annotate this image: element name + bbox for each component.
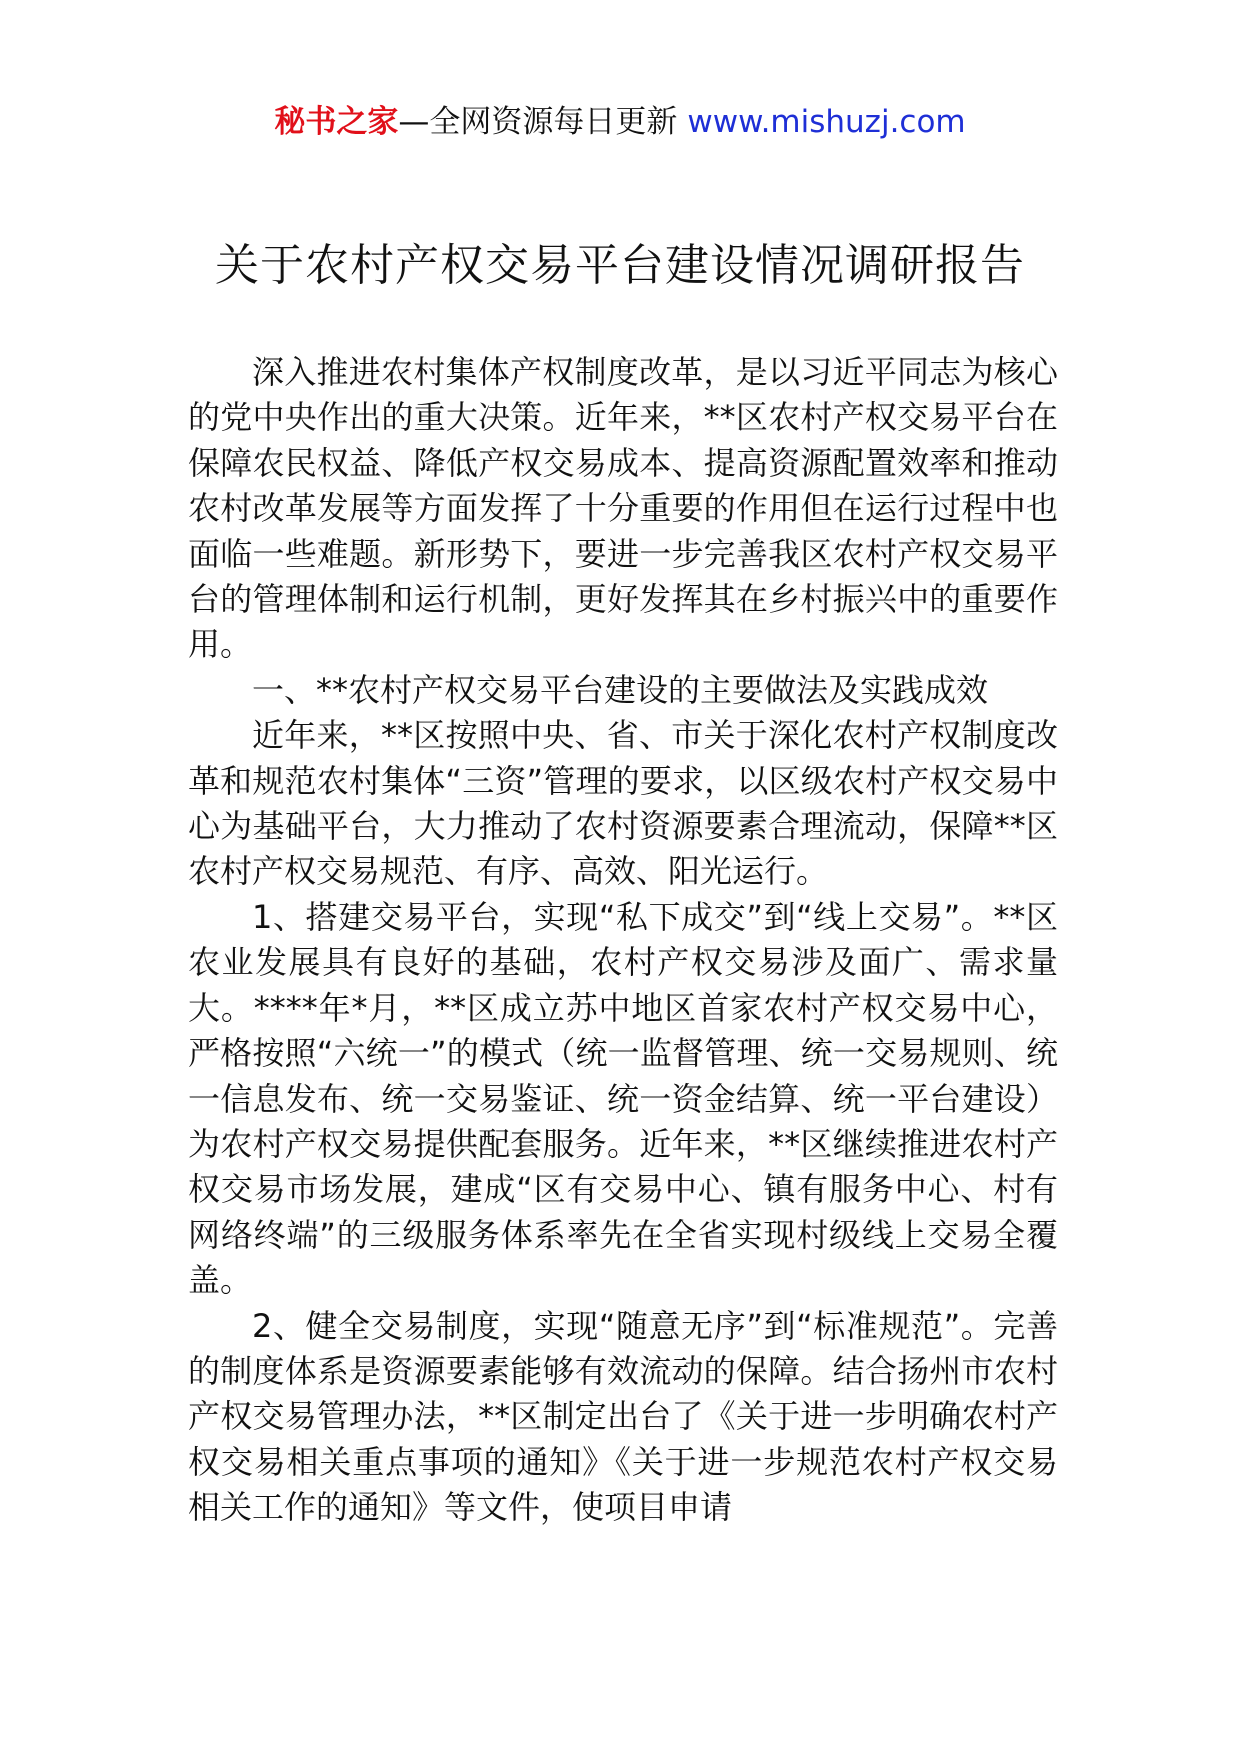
- body-paragraph: 近年来，**区按照中央、省、市关于深化农村产权制度改革和规范农村集体“三资”管理的要求，以区级农村产权交易中心为基础平台，大力推动了农村资源要素合理流动，保障**区农村产权交易规范、有序、高效、阳光运行。: [188, 716, 1058, 891]
- document-title: 关于农村产权交易平台建设情况调研报告: [215, 240, 1025, 291]
- page-header: [0, 100, 1240, 144]
- body-paragraph: 2、健全交易制度，实现“随意无序”到“标准规范”。完善的制度体系是资源要素能够有效流动的保障。结合扬州市农村产权交易管理办法，**区制定出台了《关于进一步明确农村产权交易相关重点事项的通知》《关于进一步规范农村产权交易相关工作的通知》等文件，使项目申请: [188, 1306, 1058, 1527]
- section-heading: 一、**农村产权交易平台建设的主要做法及实践成效: [252, 670, 989, 709]
- body-paragraph: 1、搭建交易平台，实现“私下成交”到“线上交易”。**区农业发展具有良好的基础，农村产权交易涉及面广、需求量大。****年*月，**区成立苏中地区首家农村产权交易中心，严格按照“六统一”的模式（统一监督管理、统一交易规则、统一信息发布、统一交易鉴证、统一资金结算、统一平台建设）为农村产权交易提供配套服务。近年来，**区继续推进农村产权交易市场发展，建成“区有交易中心、镇有服务中心、村有网络终端”的三级服务体系率先在全省实现村级线上交易全覆盖。: [188, 897, 1058, 1300]
- site-url-link[interactable]: www.mishuzj.com: [687, 104, 966, 140]
- header-slogan: —全网资源每日更新: [398, 104, 678, 140]
- intro-paragraph: 深入推进农村集体产权制度改革，是以习近平同志为核心的党中央作出的重大决策。近年来，**区农村产权交易平台在保障农民权益、降低产权交易成本、提高资源配置效率和推动农村改革发展等方面发挥了十分重要的作用但在运行过程中也面临一些难题。新形势下，要进一步完善我区农村产权交易平台的管理体制和运行机制，更好发挥其在乡村振兴中的重要作用。: [188, 353, 1058, 664]
- document-body: [188, 350, 1058, 1531]
- brand-name: 秘书之家: [274, 104, 399, 140]
